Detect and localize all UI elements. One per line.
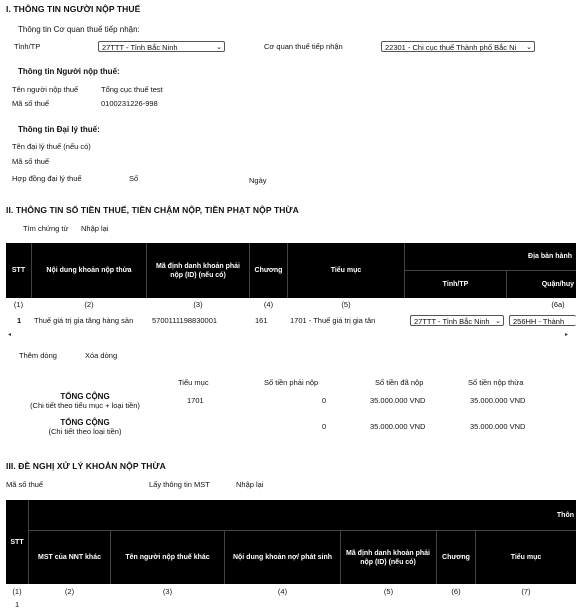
province-label: Tỉnh/TP: [14, 42, 41, 51]
agent-title: Thông tin Đại lý thuế:: [18, 125, 100, 134]
row-district-value: 256HH - Thành: [513, 317, 565, 326]
section-3-title: III. ĐỀ NGHỊ XỬ LÝ KHOẢN NỘP THỪA: [6, 461, 166, 471]
col-stt: STT: [10, 538, 24, 546]
col-subsection: Tiểu mục: [330, 267, 362, 274]
taxpayer-tin-value: 0100231226-998: [101, 99, 158, 108]
col-content: Nội dung khoản nộp thừa: [46, 267, 132, 274]
row-province-select[interactable]: [410, 315, 504, 326]
agent-tin-label: Mã số thuế: [12, 157, 50, 166]
section3-reenter-button[interactable]: Nhập lại: [236, 480, 264, 489]
col-number: (5): [341, 300, 351, 309]
province-select-value: 27TTT - Tỉnh Bắc Ninh: [102, 43, 178, 52]
add-row-button[interactable]: Thêm dòng: [19, 351, 57, 360]
col-province: Tỉnh/TP: [442, 281, 469, 288]
agent-contract-label: Hợp đồng đại lý thuế: [12, 174, 82, 183]
totals-payable: 0: [322, 396, 327, 405]
section3-tin-label: Mã số thuế: [6, 480, 44, 489]
totals-sublabel: (Chi tiết theo tiểu mục + loại tiền): [30, 401, 140, 410]
agent-contract-no-label: Số: [129, 174, 139, 183]
col-number: (3): [193, 300, 203, 309]
col-number: (6a): [551, 300, 565, 309]
chevron-down-icon: ⌄: [495, 318, 501, 325]
col-number: (1): [13, 300, 24, 309]
row-stt: 1: [17, 316, 22, 325]
col-subsection: Tiểu mục: [510, 554, 542, 561]
totals-label: TỔNG CỘNG: [60, 418, 110, 427]
row-chapter: 161: [255, 316, 268, 325]
taxpayer-name-label: Tên người nộp thuế: [12, 85, 79, 94]
col-number: (7): [521, 587, 531, 596]
totals-subsection-header: Tiểu mục: [178, 378, 209, 387]
row-province-value: 27TTT - Tỉnh Bắc Ninh: [414, 317, 490, 326]
row-district-select[interactable]: [509, 315, 576, 326]
col-other-name: Tên người nộp thuế khác: [125, 554, 210, 561]
province-select[interactable]: [98, 41, 225, 52]
receiving-agency-title: Thông tin Cơ quan thuế tiếp nhận:: [18, 25, 140, 34]
overpaid-table-header: [6, 243, 576, 298]
taxpayer-tin-label: Mã số thuế: [12, 99, 50, 108]
row-subsection: 1701 - Thuế giá trị gia tăn: [290, 316, 376, 325]
table-row: 1: [15, 600, 20, 609]
col-id: Mã định danh khoản phải nộp (ID) (nếu có): [156, 262, 240, 279]
agent-name-label: Tên đại lý thuế (nếu có): [12, 142, 91, 151]
find-voucher-button[interactable]: Tìm chứng từ: [23, 224, 69, 233]
agency-select[interactable]: [381, 41, 535, 52]
totals-paid: 35.000.000 VND: [370, 422, 426, 431]
taxpayer-name-value: Tổng cục thuế test: [101, 85, 163, 94]
agent-contract-date-label: Ngày: [249, 176, 267, 185]
row-id: 5700111198830001: [152, 316, 218, 325]
col-stt: STT: [11, 267, 26, 274]
agency-select-value: 22301 - Chi cục thuế Thành phố Bắc Ni: [385, 43, 517, 52]
totals-overpaid: 35.000.000 VND: [470, 422, 526, 431]
col-number: (1): [12, 587, 22, 596]
totals-overpaid-header: Số tiền nộp thừa: [468, 378, 524, 387]
chevron-down-icon: ⌄: [216, 44, 222, 51]
col-number: (5): [383, 587, 394, 596]
col-area: Địa bàn hành: [528, 253, 572, 260]
totals-sublabel: (Chi tiết theo loại tiền): [48, 427, 122, 436]
section-1-title: I. THÔNG TIN NGƯỜI NỘP THUẾ: [6, 4, 141, 14]
col-content: Nội dung khoản nợ/ phát sinh: [232, 554, 333, 561]
get-tin-info-button[interactable]: Lấy thông tin MST: [149, 480, 210, 489]
totals-payable-header: Số tiền phải nộp: [264, 378, 319, 387]
col-district: Quận/huy: [541, 281, 574, 288]
chevron-down-icon: ⌄: [526, 44, 532, 51]
col-group: Thôn: [556, 511, 574, 519]
col-number: (3): [162, 587, 173, 596]
totals-paid: 35.000.000 VND: [370, 396, 426, 405]
scroll-left-icon[interactable]: ◂: [8, 332, 12, 338]
col-number: (2): [64, 587, 75, 596]
delete-row-button[interactable]: Xóa dòng: [85, 351, 118, 360]
totals-label: TỔNG CỘNG: [60, 392, 110, 401]
reenter-button[interactable]: Nhập lại: [81, 224, 109, 233]
totals-overpaid: 35.000.000 VND: [470, 396, 526, 405]
row-content: Thuế giá trị gia tăng hàng sản: [34, 316, 134, 325]
totals-payable: 0: [322, 422, 327, 431]
proposal-table-header: [6, 500, 576, 584]
col-other-tin: MST của NNT khác: [37, 554, 101, 561]
scroll-right-icon[interactable]: ▸: [565, 332, 569, 338]
col-number: (4): [263, 300, 274, 309]
col-chapter: Chương: [442, 554, 470, 561]
col-number: (6): [451, 587, 461, 596]
totals-subsection: 1701: [187, 396, 204, 405]
col-number: (2): [84, 300, 94, 309]
col-number: (4): [277, 587, 288, 596]
col-id: Mã định danh khoản phải nộp (ID) (nếu có): [346, 549, 430, 566]
taxpayer-title: Thông tin Người nộp thuế:: [18, 67, 120, 76]
section-2-title: II. THÔNG TIN SỐ TIỀN THUẾ, TIỀN CHẬM NỘP, TIỀN PHẠT NỘP THỪA: [6, 205, 299, 215]
totals-paid-header: Số tiền đã nộp: [375, 378, 424, 387]
agency-label: Cơ quan thuế tiếp nhận: [264, 42, 343, 51]
col-chapter: Chương: [254, 267, 283, 274]
